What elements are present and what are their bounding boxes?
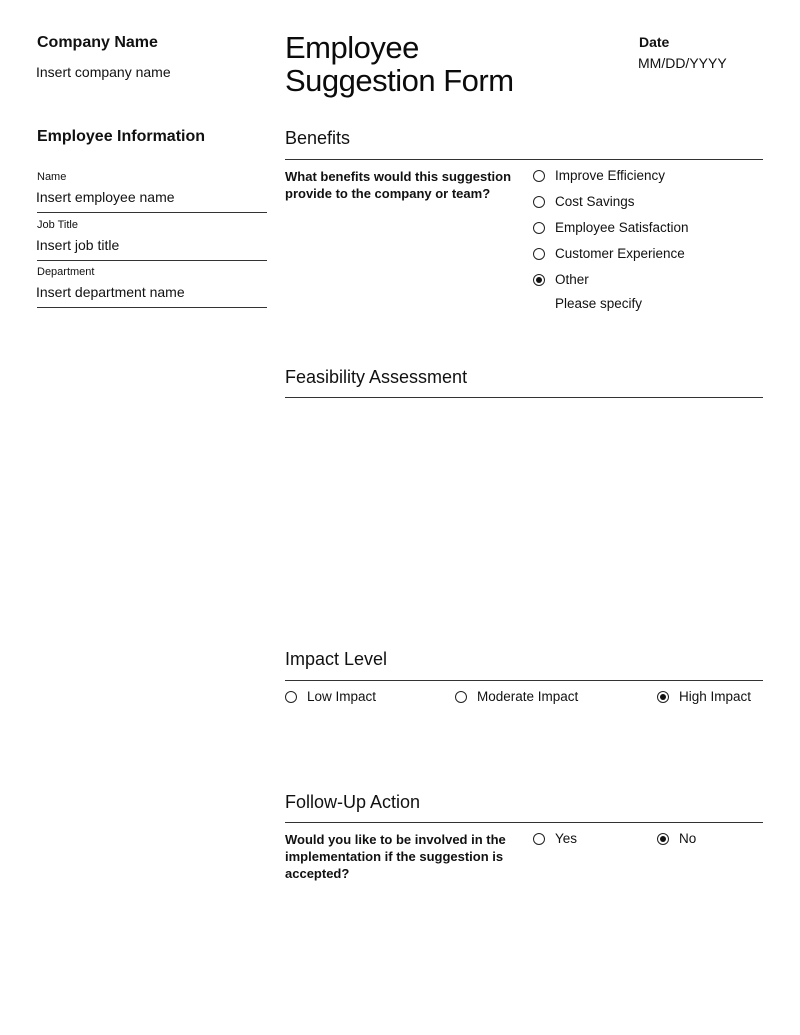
impact-option-moderate[interactable] <box>455 689 578 704</box>
option-label: Yes <box>555 831 578 846</box>
radio-button[interactable] <box>533 248 545 260</box>
radio-button[interactable] <box>657 833 669 845</box>
benefits-title: Benefits <box>285 128 351 148</box>
benefit-option-employee-satisfaction[interactable] <box>533 220 689 235</box>
radio-button[interactable] <box>533 222 545 234</box>
option-label: Employee Satisfaction <box>555 220 689 235</box>
job-title-field <box>37 218 267 261</box>
department-field <box>37 265 267 308</box>
benefit-option-improve-efficiency[interactable] <box>533 168 665 183</box>
radio-button[interactable] <box>657 691 669 703</box>
form-title-line-1: Employee <box>285 30 419 65</box>
option-label: Cost Savings <box>555 194 635 209</box>
impact-divider <box>285 680 763 681</box>
impact-option-high[interactable] <box>657 689 751 704</box>
job-title-label: Job Title <box>37 219 78 231</box>
form-title <box>285 31 514 97</box>
followup-option-no[interactable] <box>657 831 696 846</box>
benefits-question: What benefits would this suggestion provide to the company or team? <box>285 169 512 201</box>
feasibility-divider <box>285 397 763 398</box>
company-name-heading: Company Name <box>37 34 158 51</box>
radio-button[interactable] <box>533 170 545 182</box>
form-title-line-2: Suggestion Form <box>285 63 514 98</box>
option-label: Moderate Impact <box>477 689 579 704</box>
radio-button[interactable] <box>533 833 545 845</box>
followup-question: Would you like to be involved in the implementation if the suggestion is accepted? <box>285 832 506 881</box>
name-field <box>37 170 267 213</box>
option-label: Low Impact <box>307 689 377 704</box>
name-input[interactable]: Insert employee name <box>36 189 175 205</box>
benefits-divider <box>285 159 763 160</box>
option-label: No <box>679 831 697 846</box>
option-label: Improve Efficiency <box>555 168 666 183</box>
job-title-input[interactable]: Insert job title <box>36 237 120 253</box>
radio-button[interactable] <box>533 196 545 208</box>
option-label: Other <box>555 272 589 287</box>
benefit-option-customer-experience[interactable] <box>533 246 685 261</box>
benefit-option-other[interactable] <box>533 272 589 287</box>
department-label: Department <box>37 266 95 278</box>
other-specify-input[interactable]: Please specify <box>555 296 643 311</box>
name-label: Name <box>37 171 67 183</box>
followup-title: Follow-Up Action <box>285 792 421 812</box>
date-input[interactable]: MM/DD/YYYY <box>638 55 727 71</box>
followup-divider <box>285 822 763 823</box>
feasibility-textarea[interactable] <box>285 405 763 625</box>
option-label: Customer Experience <box>555 246 685 261</box>
employee-info-heading: Employee Information <box>37 128 206 145</box>
radio-button[interactable] <box>533 274 545 286</box>
radio-button[interactable] <box>455 691 467 703</box>
followup-option-yes[interactable] <box>533 831 577 846</box>
department-input[interactable]: Insert department name <box>36 284 185 300</box>
company-name-input[interactable]: Insert company name <box>36 64 171 80</box>
impact-title: Impact Level <box>285 649 388 669</box>
benefit-option-cost-savings[interactable] <box>533 194 635 209</box>
radio-button[interactable] <box>285 691 297 703</box>
date-label: Date <box>639 34 670 50</box>
option-label: High Impact <box>679 689 752 704</box>
feasibility-title: Feasibility Assessment <box>285 367 468 387</box>
impact-option-low[interactable] <box>285 689 376 704</box>
